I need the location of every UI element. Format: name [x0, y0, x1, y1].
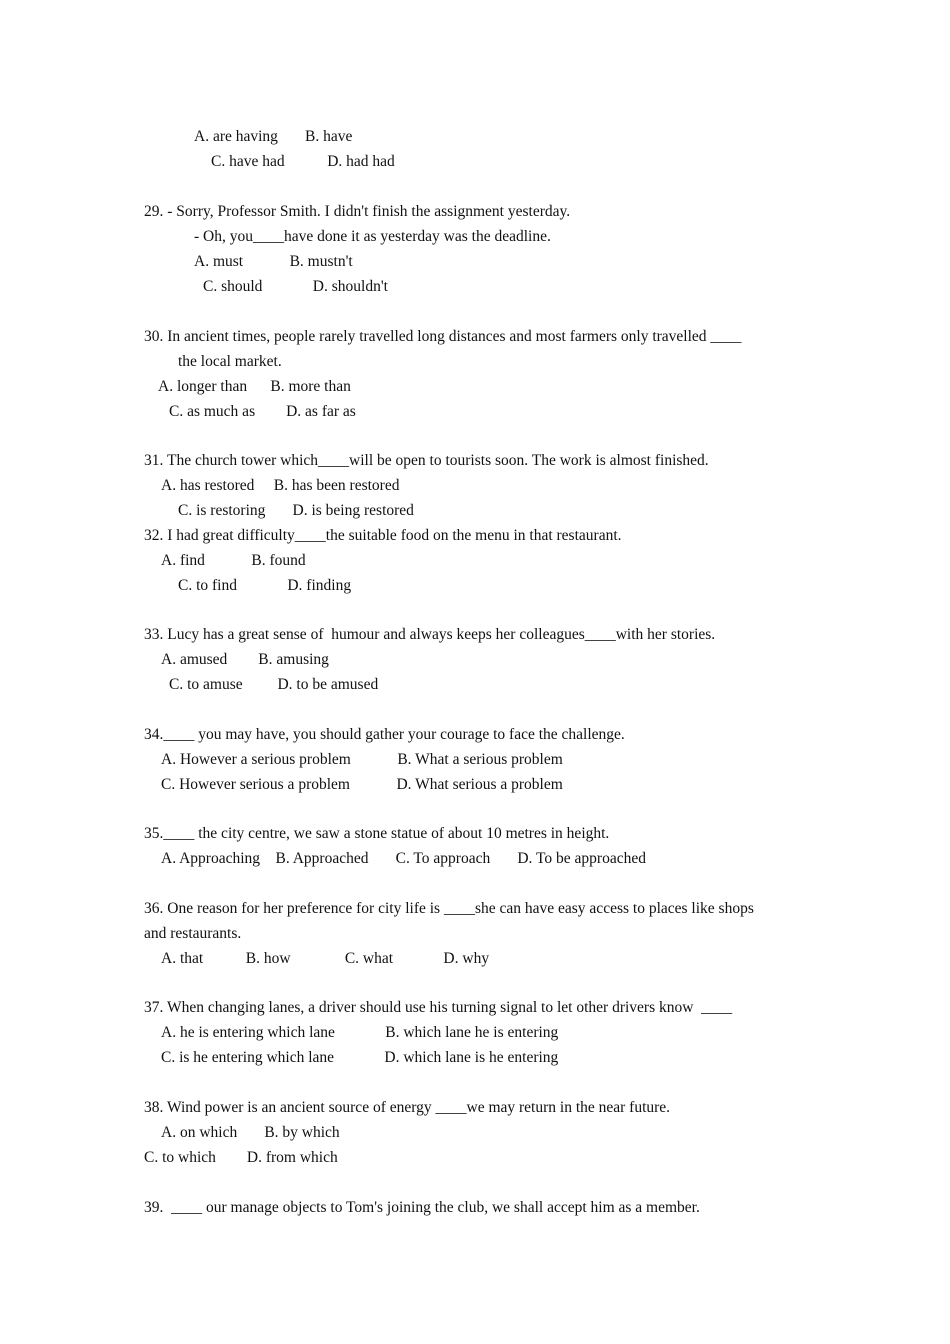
q38-options-ab: A. on which B. by which — [161, 1124, 340, 1141]
q38-stem: 38. Wind power is an ancient source of energy ____we may return in the near future. — [144, 1099, 671, 1116]
q31-stem: 31. The church tower which____will be open to tourists soon. The work is almost finished. — [144, 452, 709, 469]
q37-options-cd: C. is he entering which lane D. which lane is he entering — [161, 1049, 559, 1066]
q36-options: A. that B. how C. what D. why — [161, 950, 490, 967]
q34-stem: 34.____ you may have, you should gather your courage to face the challenge. — [144, 726, 625, 743]
q35-options: A. Approaching B. Approached C. To approach D. To be approached — [161, 850, 646, 867]
q29-stem: 29. - Sorry, Professor Smith. I didn't finish the assignment yesterday. — [144, 203, 571, 220]
q33-options-cd: C. to amuse D. to be amused — [169, 676, 379, 693]
q32-stem: 32. I had great difficulty____the suitable food on the menu in that restaurant. — [144, 527, 622, 544]
q29-stem-line2: - Oh, you____have done it as yesterday was the deadline. — [194, 228, 551, 245]
q34-options-ab: A. However a serious problem B. What a serious problem — [161, 751, 563, 768]
q30-options-cd: C. as much as D. as far as — [169, 403, 356, 420]
q35-stem: 35.____ the city centre, we saw a stone statue of about 10 metres in height. — [144, 825, 610, 842]
q31-options-cd: C. is restoring D. is being restored — [178, 502, 414, 519]
q32-options-cd: C. to find D. finding — [178, 577, 352, 594]
q33-stem: 33. Lucy has a great sense of humour and always keeps her colleagues____with her stories. — [144, 626, 716, 643]
q28-options-ab: A. are having B. have — [194, 128, 353, 145]
q30-stem-line2: the local market. — [178, 353, 282, 370]
q37-options-ab: A. he is entering which lane B. which lane he is entering — [161, 1024, 559, 1041]
q37-stem: 37. When changing lanes, a driver should use his turning signal to let other drivers know ____ — [144, 999, 733, 1016]
q31-options-ab: A. has restored B. has been restored — [161, 477, 400, 494]
q36-stem: 36. One reason for her preference for city life is ____she can have easy access to places like shops — [144, 900, 754, 917]
q28-options-cd: C. have had D. had had — [211, 153, 395, 170]
q39-stem: 39. ____ our manage objects to Tom's joining the club, we shall accept him as a member. — [144, 1199, 700, 1216]
q29-options-ab: A. must B. mustn't — [194, 253, 353, 270]
q32-options-ab: A. find B. found — [161, 552, 306, 569]
q38-options-cd: C. to which D. from which — [144, 1149, 338, 1166]
q34-options-cd: C. However serious a problem D. What serious a problem — [161, 776, 563, 793]
q36-stem-line2: and restaurants. — [144, 925, 242, 942]
q29-options-cd: C. should D. shouldn't — [203, 278, 388, 295]
q30-options-ab: A. longer than B. more than — [158, 378, 351, 395]
q30-stem: 30. In ancient times, people rarely travelled long distances and most farmers only travelled ____ — [144, 328, 742, 345]
q33-options-ab: A. amused B. amusing — [161, 651, 329, 668]
